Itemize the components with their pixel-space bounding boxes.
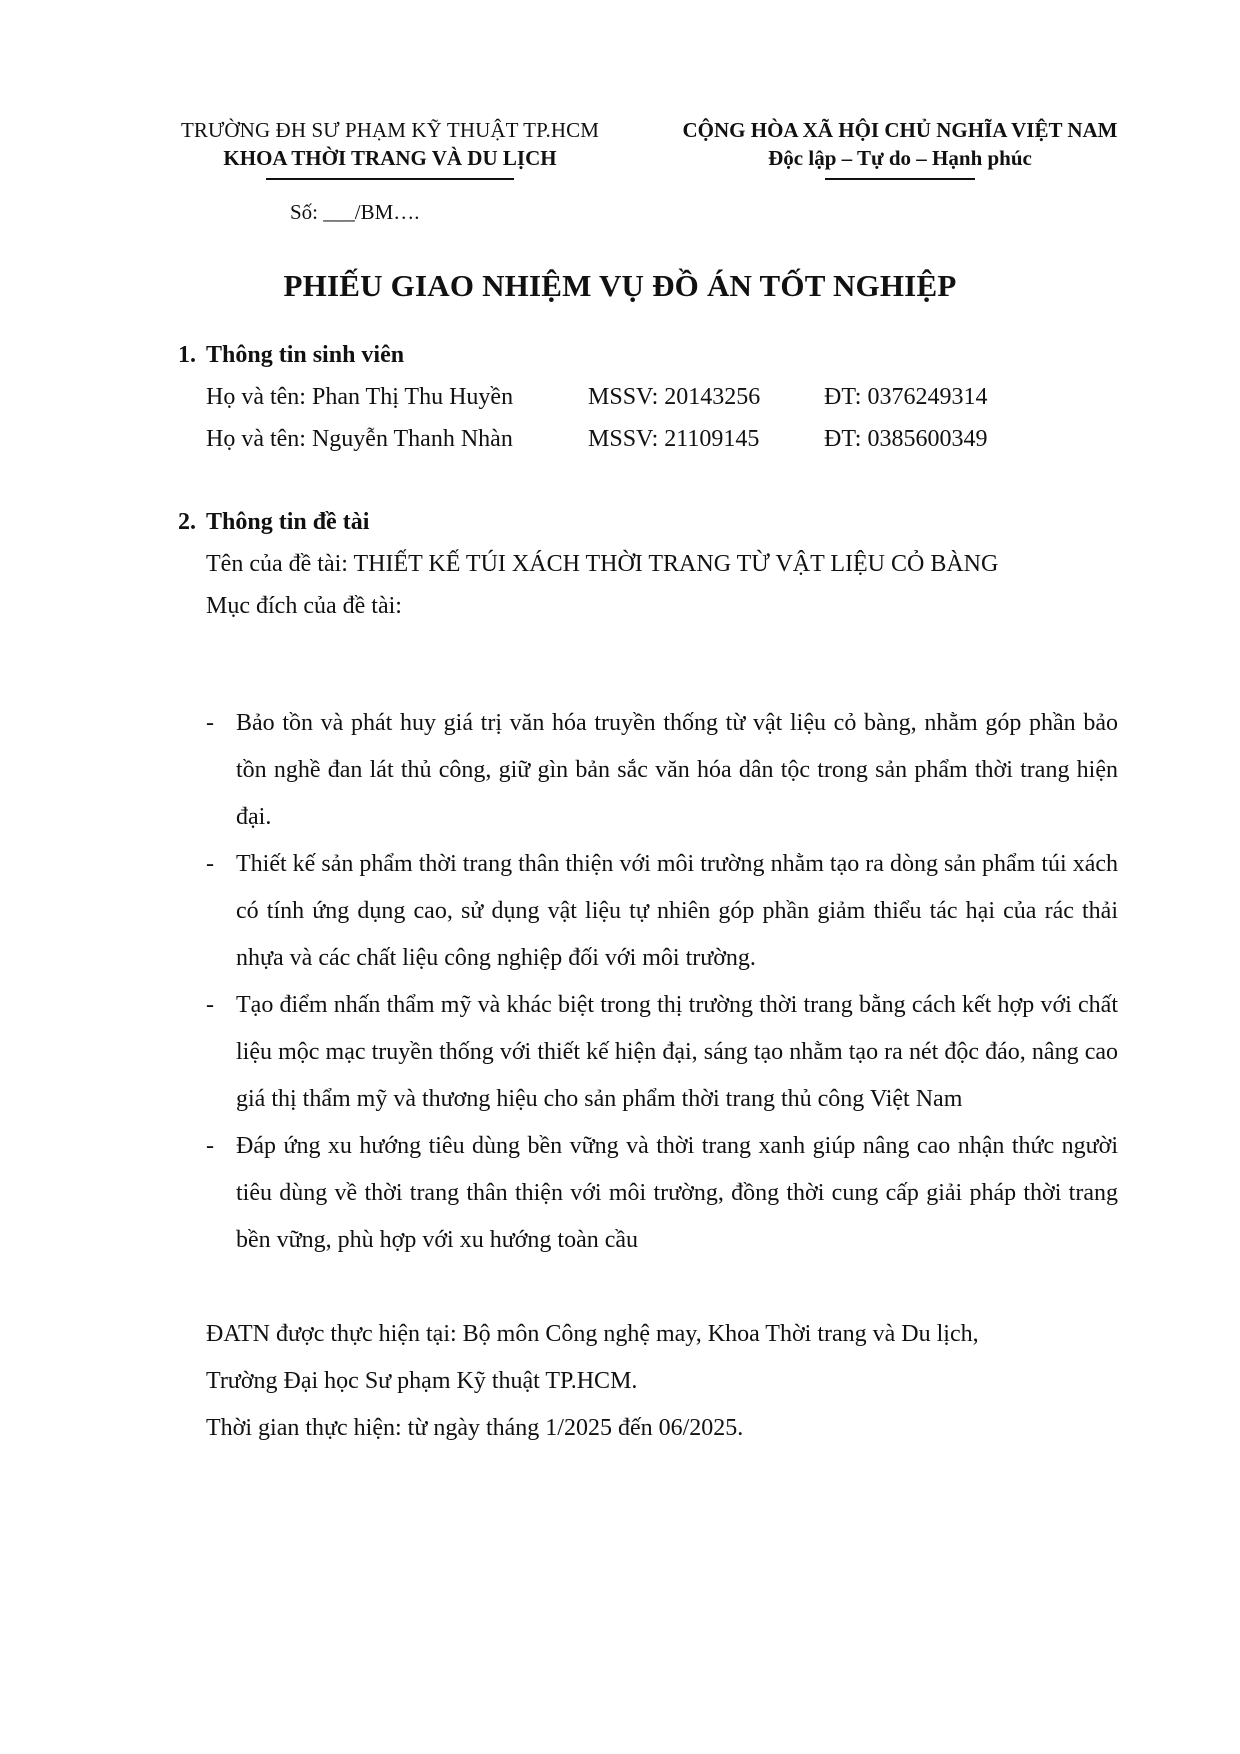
- faculty-name: KHOA THỜI TRANG VÀ DU LỊCH: [223, 146, 557, 170]
- list-item: [206, 982, 1118, 1123]
- section-1-number: 1.: [178, 342, 196, 368]
- section-2-heading: [178, 506, 369, 538]
- faculty-underline: [266, 178, 514, 180]
- header-institution: [150, 116, 630, 180]
- purpose-text: Tạo điểm nhấn thẩm mỹ và khác biệt trong thị trường thời trang bằng cách kết hợp với chất liệu mộc mạc truyền thống với thiết kế hiện đại, sáng tạo nhằm tạo ra nét độc đáo, nâng cao giá thị thẩm mỹ và thương hiệu cho sản phẩm thời trang thủ công Việt Nam: [236, 992, 1118, 1112]
- bullet-dash: -: [206, 992, 214, 1018]
- bullet-dash: -: [206, 851, 214, 877]
- student-row: [206, 423, 1106, 455]
- country-name: CỘNG HÒA XÃ HỘI CHỦ NGHĨA VIỆT NAM: [682, 118, 1118, 142]
- student-phone: ĐT: 0376249314: [824, 384, 988, 410]
- header-national: [650, 116, 1150, 180]
- purpose-text: Đáp ứng xu hướng tiêu dùng bền vững và thời trang xanh giúp nâng cao nhận thức người tiêu dùng về thời trang thân thiện với môi trường, đồng thời cung cấp giải pháp thời trang bền vững, phù hợp với xu hướng toàn cầu: [236, 1133, 1118, 1253]
- national-motto: Độc lập – Tự do – Hạnh phúc: [768, 146, 1032, 170]
- student-row: [206, 381, 1106, 413]
- location-line-2: Trường Đại học Sư phạm Kỹ thuật TP.HCM.: [206, 1368, 638, 1394]
- list-item: [206, 1123, 1118, 1264]
- purpose-label: Mục đích của đề tài:: [206, 593, 402, 619]
- location-line-1: ĐATN được thực hiện tại: Bộ môn Công nghệ may, Khoa Thời trang và Du lịch,: [206, 1321, 979, 1347]
- student-id: MSSV: 20143256: [588, 384, 761, 410]
- list-item: [206, 841, 1118, 982]
- student-name: Họ và tên: Phan Thị Thu Huyền: [206, 384, 514, 410]
- section-2-title: Thông tin đề tài: [206, 509, 370, 535]
- purpose-text: Bảo tồn và phát huy giá trị văn hóa truyền thống từ vật liệu cỏ bàng, nhằm góp phần bảo tồn nghề đan lát thủ công, giữ gìn bản sắc văn hóa dân tộc trong sản phẩm thời trang hiện đại.: [236, 710, 1118, 830]
- bullet-dash: -: [206, 1133, 214, 1159]
- project-details: [206, 1311, 1118, 1452]
- list-item: [206, 700, 1118, 841]
- student-phone: ĐT: 0385600349: [824, 426, 988, 452]
- school-name: TRƯỜNG ĐH SƯ PHẠM KỸ THUẬT TP.HCM: [180, 118, 600, 142]
- topic-name: Tên của đề tài: THIẾT KẾ TÚI XÁCH THỜI TRANG TỪ VẬT LIỆU CỎ BÀNG: [206, 551, 999, 577]
- student-name: Họ và tên: Nguyễn Thanh Nhàn: [206, 426, 513, 452]
- purpose-list: [206, 700, 1118, 1264]
- page-title: PHIẾU GIAO NHIỆM VỤ ĐỒ ÁN TỐT NGHIỆP: [283, 268, 957, 303]
- document-number: Số: ___/BM….: [290, 200, 420, 224]
- purpose-text: Thiết kế sản phẩm thời trang thân thiện với môi trường nhằm tạo ra dòng sản phẩm túi xách có tính ứng dụng cao, sử dụng vật liệu tự nhiên góp phần giảm thiểu tác hại của rác thải nhựa và các chất liệu công nghiệp đối với môi trường.: [236, 851, 1118, 971]
- motto-underline: [825, 178, 975, 180]
- section-2-number: 2.: [178, 509, 196, 535]
- duration-line: Thời gian thực hiện: từ ngày tháng 1/2025 đến 06/2025.: [206, 1415, 744, 1441]
- bullet-dash: -: [206, 710, 214, 736]
- section-1-heading: [178, 339, 404, 371]
- section-1-title: Thông tin sinh viên: [206, 342, 405, 368]
- student-id: MSSV: 21109145: [588, 426, 760, 452]
